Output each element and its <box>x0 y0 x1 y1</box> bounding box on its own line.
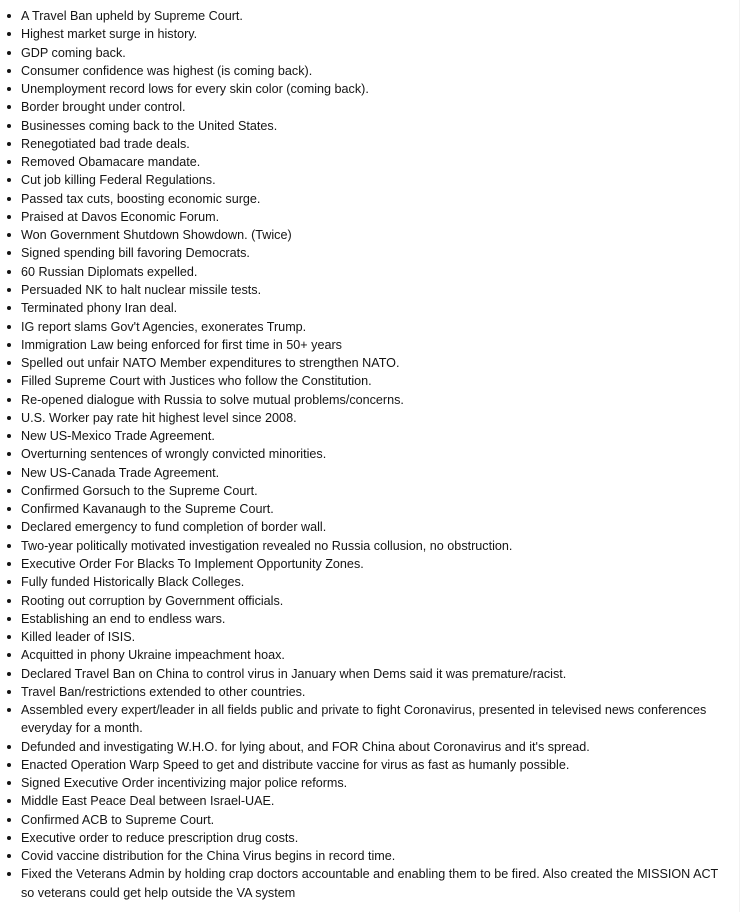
list-item-text: Spelled out unfair NATO Member expenditures to strengthen NATO. <box>21 356 400 371</box>
list-item-text: Highest market surge in history. <box>21 27 198 42</box>
list-item-text: New US-Mexico Trade Agreement. <box>21 429 215 444</box>
bullet-dot-icon <box>7 471 11 475</box>
list-item <box>0 372 740 390</box>
bullet-dot-icon <box>7 763 11 767</box>
list-item-text: Terminated phony Iran deal. <box>21 301 178 316</box>
list-item <box>0 62 740 80</box>
bullet-dot-icon <box>7 270 11 274</box>
list-item-text: Consumer confidence was highest (is coming back). <box>21 63 313 78</box>
bullet-dot-icon <box>7 872 11 876</box>
bullet-dot-icon <box>7 251 11 255</box>
bullet-dot-icon <box>7 69 11 73</box>
bullet-dot-icon <box>7 653 11 657</box>
list-item <box>0 865 740 902</box>
bullet-dot-icon <box>7 799 11 803</box>
bullet-dot-icon <box>7 489 11 493</box>
bullet-dot-icon <box>7 215 11 219</box>
bullet-dot-icon <box>7 781 11 785</box>
bullet-dot-icon <box>7 105 11 109</box>
list-item <box>0 628 740 646</box>
list-item-text: Middle East Peace Deal between Israel-UAE. <box>21 794 275 809</box>
list-item-text: Executive Order For Blacks To Implement Opportunity Zones. <box>21 556 364 571</box>
list-item-text: Killed leader of ISIS. <box>21 630 136 645</box>
list-item-text: Unemployment record lows for every skin color (coming back). <box>21 82 369 97</box>
list-item <box>0 464 740 482</box>
list-item <box>0 190 740 208</box>
list-item-text: New US-Canada Trade Agreement. <box>21 465 220 480</box>
list-item <box>0 573 740 591</box>
bullet-dot-icon <box>7 87 11 91</box>
list-item <box>0 665 740 683</box>
list-item-text: 60 Russian Diplomats expelled. <box>21 264 198 279</box>
bullet-dot-icon <box>7 599 11 603</box>
list-item <box>0 555 740 573</box>
list-item-text: Confirmed Gorsuch to the Supreme Court. <box>21 483 258 498</box>
list-item-text: Fully funded Historically Black Colleges. <box>21 575 245 590</box>
bullet-dot-icon <box>7 672 11 676</box>
bullet-dot-icon <box>7 306 11 310</box>
list-item <box>0 518 740 536</box>
list-item <box>0 281 740 299</box>
bullet-dot-icon <box>7 343 11 347</box>
list-item <box>0 738 740 756</box>
list-item <box>0 756 740 774</box>
list-item-text: IG report slams Gov't Agencies, exonerates Trump. <box>21 319 307 334</box>
list-item-text: Declared emergency to fund completion of border wall. <box>21 520 327 535</box>
list-item-text: Assembled every expert/leader in all fields public and private to fight Coronavirus, presented in televised news conferences everyday for a month. <box>21 703 707 736</box>
bullet-dot-icon <box>7 818 11 822</box>
list-item-text: Enacted Operation Warp Speed to get and distribute vaccine for virus as fast as humanly possible. <box>21 757 570 772</box>
list-item-text: Removed Obamacare mandate. <box>21 155 201 170</box>
list-item <box>0 774 740 792</box>
bullet-dot-icon <box>7 160 11 164</box>
bullet-dot-icon <box>7 635 11 639</box>
list-item <box>0 226 740 244</box>
bullet-dot-icon <box>7 580 11 584</box>
bullet-dot-icon <box>7 708 11 712</box>
bullet-dot-icon <box>7 124 11 128</box>
list-item-text: Confirmed Kavanaugh to the Supreme Court. <box>21 502 274 517</box>
bullet-dot-icon <box>7 507 11 511</box>
list-item-text: Declared Travel Ban on China to control virus in January when Dems said it was premature/racist. <box>21 666 567 681</box>
list-item-text: Executive order to reduce prescription drug costs. <box>21 830 299 845</box>
list-item <box>0 135 740 153</box>
list-item <box>0 171 740 189</box>
list-item-text: Passed tax cuts, boosting economic surge. <box>21 191 261 206</box>
list-item <box>0 299 740 317</box>
list-item <box>0 336 740 354</box>
bullet-dot-icon <box>7 197 11 201</box>
list-item-text: Overturning sentences of wrongly convicted minorities. <box>21 447 327 462</box>
bullet-dot-icon <box>7 745 11 749</box>
bullet-dot-icon <box>7 452 11 456</box>
list-item-text: Acquitted in phony Ukraine impeachment hoax. <box>21 648 285 663</box>
bullet-dot-icon <box>7 14 11 18</box>
list-item <box>0 683 740 701</box>
bullet-dot-icon <box>7 325 11 329</box>
list-item <box>0 409 740 427</box>
list-item-text: Re-opened dialogue with Russia to solve mutual problems/concerns. <box>21 392 404 407</box>
list-item <box>0 646 740 664</box>
list-item-text: Border brought under control. <box>21 100 186 115</box>
list-item-text: Cut job killing Federal Regulations. <box>21 173 216 188</box>
list-item <box>0 391 740 409</box>
list-item-text: Defunded and investigating W.H.O. for lying about, and FOR China about Coronavirus and it's spread. <box>21 739 590 754</box>
list-item <box>0 610 740 628</box>
bullet-dot-icon <box>7 142 11 146</box>
list-item <box>0 500 740 518</box>
list-item-text: Businesses coming back to the United States. <box>21 118 278 133</box>
list-item-text: Two-year politically motivated investigation revealed no Russia collusion, no obstruction. <box>21 538 513 553</box>
list-item-text: Travel Ban/restrictions extended to other countries. <box>21 684 306 699</box>
list-item <box>0 354 740 372</box>
list-item <box>0 537 740 555</box>
bullet-dot-icon <box>7 544 11 548</box>
list-item-text: Establishing an end to endless wars. <box>21 611 226 626</box>
bullet-dot-icon <box>7 178 11 182</box>
list-item-text: Renegotiated bad trade deals. <box>21 136 190 151</box>
list-item <box>0 263 740 281</box>
bullet-dot-icon <box>7 398 11 402</box>
list-item-text: Confirmed ACB to Supreme Court. <box>21 812 215 827</box>
bullet-dot-icon <box>7 525 11 529</box>
bullet-list <box>0 7 740 902</box>
bullet-dot-icon <box>7 379 11 383</box>
bullet-dot-icon <box>7 617 11 621</box>
list-item <box>0 208 740 226</box>
list-item <box>0 427 740 445</box>
list-item <box>0 445 740 463</box>
list-item-text: GDP coming back. <box>21 45 126 60</box>
list-item <box>0 318 740 336</box>
list-item-text: Won Government Shutdown Showdown. (Twice) <box>21 228 292 243</box>
list-item <box>0 117 740 135</box>
list-item <box>0 811 740 829</box>
list-item <box>0 7 740 25</box>
list-item-text: Persuaded NK to halt nuclear missile tests. <box>21 282 262 297</box>
list-item <box>0 829 740 847</box>
bullet-dot-icon <box>7 288 11 292</box>
list-item-text: Fixed the Veterans Admin by holding crap doctors accountable and enabling them to be fired. Also created the MISSION ACT so veterans could get help outside the VA system <box>21 867 719 900</box>
list-item <box>0 701 740 738</box>
bullet-dot-icon <box>7 854 11 858</box>
list-item-text: Filled Supreme Court with Justices who follow the Constitution. <box>21 374 372 389</box>
bullet-dot-icon <box>7 562 11 566</box>
bullet-dot-icon <box>7 434 11 438</box>
list-item <box>0 80 740 98</box>
bullet-dot-icon <box>7 836 11 840</box>
bullet-dot-icon <box>7 233 11 237</box>
list-item <box>0 592 740 610</box>
bullet-dot-icon <box>7 51 11 55</box>
list-item <box>0 25 740 43</box>
list-item <box>0 244 740 262</box>
list-item-text: Signed spending bill favoring Democrats. <box>21 246 250 261</box>
list-item <box>0 847 740 865</box>
list-item-text: Signed Executive Order incentivizing major police reforms. <box>21 776 348 791</box>
list-item-text: A Travel Ban upheld by Supreme Court. <box>21 9 243 23</box>
bullet-dot-icon <box>7 361 11 365</box>
list-item-text: Rooting out corruption by Government officials. <box>21 593 284 608</box>
list-item <box>0 98 740 116</box>
list-item <box>0 153 740 171</box>
list-item <box>0 792 740 810</box>
bullet-dot-icon <box>7 32 11 36</box>
list-item-text: Immigration Law being enforced for first time in 50+ years <box>21 337 342 352</box>
bullet-dot-icon <box>7 690 11 694</box>
list-item-text: Covid vaccine distribution for the China Virus begins in record time. <box>21 849 396 864</box>
list-item <box>0 482 740 500</box>
list-item-text: U.S. Worker pay rate hit highest level since 2008. <box>21 410 297 425</box>
list-item-text: Praised at Davos Economic Forum. <box>21 209 220 224</box>
bullet-dot-icon <box>7 416 11 420</box>
list-item <box>0 44 740 62</box>
